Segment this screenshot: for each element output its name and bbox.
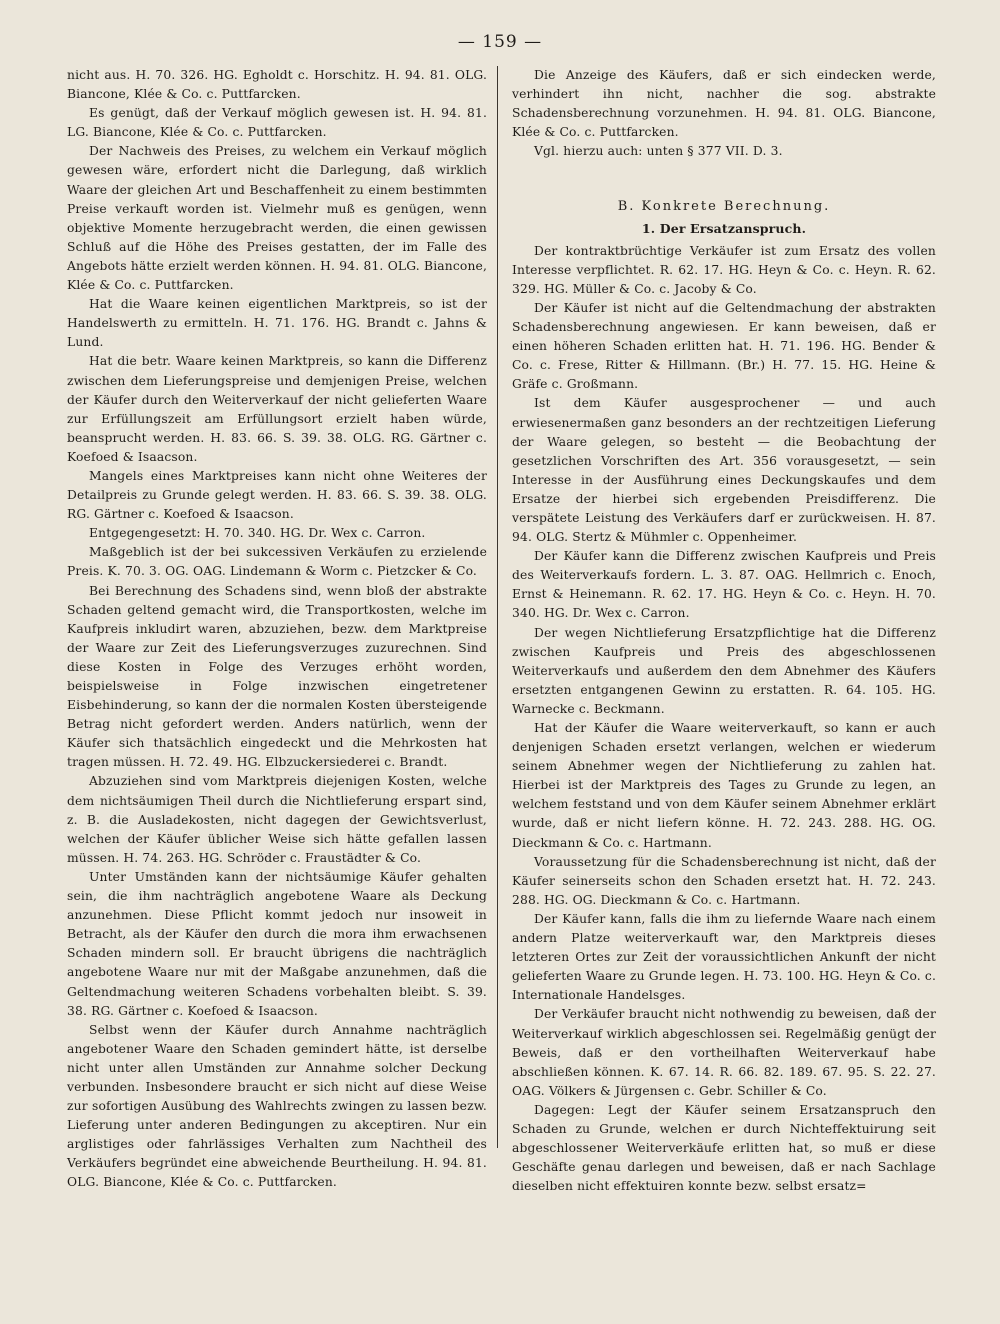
paragraph: Mangels eines Marktpreises kann nicht ohne Weiteres der Detailpreis zu Grunde gelegt werden. H. 83. 66. S. 39. 38. OLG. RG. Gärtner c. Koefoed & Isaacson. — [67, 468, 487, 522]
right-column — [512, 66, 936, 1196]
paragraph: Hat der Käufer die Waare weiterverkauft, so kann er auch denjenigen Schaden ersetzt verlangen, welchen er wiederum seinem Abnehmer wegen der Nichtlieferung zu zahlen hat. Hierbei ist der Marktpreis des Tages zu Grunde zu legen, an welchem feststand und von dem Käufer seinem Abnehmer erklärt wurde, daß er nicht liefern könne. H. 72. 243. 288. HG. OG. Dieckmann & Co. c. Hartmann. — [512, 721, 936, 850]
paragraph: Unter Umständen kann der nichtsäumige Käufer gehalten sein, die ihm nachträglich angebotene Waare als Deckung anzunehmen. Diese Pflicht kommt jedoch nur insoweit in Betracht, als der Käufer den durch die mora ihm erwachsenen Schaden mindern soll. Er braucht übrigens die nachträglich angebotene Waare nur mit der Maßgabe anzunehmen, daß die Geltendmachung weiteren Schadens vorbehalten bleibt. S. 39. 38. RG. Gärtner c. Koefoed & Isaacson. — [67, 869, 487, 1018]
page-number: — 159 — — [457, 32, 543, 52]
right-column-intro — [512, 66, 936, 161]
paragraph: Der kontraktbrüchtige Verkäufer ist zum Ersatz des vollen Interesse verpflichtet. R. 62. 17. HG. Heyn & Co. c. Heyn. R. 62. 329. HG. Müller & Co. c. Jacoby & Co. — [512, 243, 936, 296]
paragraph: Der Käufer kann die Differenz zwischen Kaufpreis und Preis des Weiterverkaufs fordern. L. 3. 87. OAG. Hellmrich c. Enoch, Ernst & Heinemann. R. 62. 17. HG. Heyn & Co. c. Heyn. H. 70. 340. HG. Dr. Wex c. Carron. — [512, 549, 936, 621]
paragraph: Der wegen Nichtlieferung Ersatzpflichtige hat die Differenz zwischen Kaufpreis und Preis des abgeschlossenen Weiterverkaufs und außerdem den dem Abnehmer des Käufers ersetzten entgangenen Gewinn zu erstatten. R. 64. 105. HG. Warnecke c. Beckmann. — [512, 625, 936, 716]
paragraph: Bei Berechnung des Schadens sind, wenn bloß der abstrakte Schaden geltend gemacht wird, die Transportkosten, welche im Kaufpreis inkludirt waren, abzuziehen, bezw. dem Marktpreise der Waare zur Zeit des Lieferungsverzuges zuzurechnen. Sind diese Kosten in Folge des Verzuges erhöht worden, beispielsweise in Folge inzwischen eingetretener Eisbehinderung, so kann der die normalen Kosten übersteigende Betrag nicht gefordert werden. Anders natürlich, wenn der Käufer sich thatsächlich eingedeckt und die Mehrkosten hat tragen müssen. H. 72. 49. HG. Elbzuckersiederei c. Brandt. — [67, 583, 487, 770]
paragraph: Der Käufer ist nicht auf die Geltendmachung der abstrakten Schadensberechnung angewiesen. Er kann beweisen, daß er einen höheren Schaden erlitten hat. H. 71. 196. HG. Bender & Co. c. Frese, Ritter & Hillmann. (Br.) H. 77. 15. HG. Heine & Gräfe c. Großmann. — [512, 300, 936, 392]
paragraph: Maßgeblich ist der bei sukcessiven Verkäufen zu erzielende Preis. K. 70. 3. OG. OAG. Lindemann & Worm c. Pietzcker & Co. — [67, 545, 487, 579]
paragraph: Die Anzeige des Käufers, daß er sich eindecken werde, verhindert ihn nicht, nachher die sog. abstrakte Schadensberechnung vorzunehmen. H. 94. 81. OLG. Biancone, Klée & Co. c. Puttfarcken. — [512, 68, 936, 140]
paragraph: Ist dem Käufer ausgesprochener — und auch erwiesenermaßen ganz besonders an der rechtzeitigen Lieferung der Waare gelegen, so besteht — die Beobachtung der gesetzlichen Vorschriften des Art. 356 vorausgesetzt, — sein Interesse in der Ausführung eines Deckungskaufes und dem Ersatze der hierbei sich ergebenden Preisdifferenz. Die verspätete Leistung des Verkäufers darf er zurückweisen. H. 87. 94. OLG. Stertz & Mühmler c. Oppenheimer. — [512, 396, 936, 545]
paragraph: Es genügt, daß der Verkauf möglich gewesen ist. H. 94. 81. LG. Biancone, Klée & Co. c. Puttfarcken. — [67, 106, 487, 140]
paragraph: Abzuziehen sind vom Marktpreis diejenigen Kosten, welche dem nichtsäumigen Theil durch die Nichtlieferung erspart sind, z. B. die Ausladekosten, nicht dagegen der Gewichtsverlust, welchen der Käufer üblicher Weise sich hätte gefallen lassen müssen. H. 74. 263. HG. Schröder c. Fraustädter & Co. — [67, 774, 487, 865]
paragraph: Entgegengesetzt: H. 70. 340. HG. Dr. Wex c. Carron. — [89, 526, 426, 541]
paragraph: Der Käufer kann, falls die ihm zu liefernde Waare nach einem andern Platze weiterverkauft war, den Marktpreis dieses letzteren Ortes zur Zeit der voraussichtlichen Ankunft der nicht gelieferten Waare zu Grunde legen. H. 73. 100. HG. Heyn & Co. c. Internationale Handelsges. — [512, 911, 937, 1003]
paragraph: Der Nachweis des Preises, zu welchem ein Verkauf möglich gewesen wäre, erfordert nicht die Darlegung, daß wirklich Waare der gleichen Art und Beschaffenheit zu einem bestimmten Preise verkauft worden ist. Vielmehr muß es genügen, wenn objektive Momente herzugebracht werden, die einen gewissen Schluß auf die Höhe des Preises gestatten, der im Falle des Angebots hätte erzielt werden können. H. 94. 81. OLG. Biancone, Klée & Co. c. Puttfarcken. — [67, 144, 487, 293]
paragraph: Dagegen: Legt der Käufer seinem Ersatzanspruch den Schaden zu Grunde, welchen er durch Nichteffektuirung seit abgeschlossener Weiterverkäufe erlitten hat, so muß er diese Geschäfte genau darlegen und beweisen, daß er nach Sachlage dieselben nicht effektuiren konnte bezw. selbst ersatz= — [512, 1102, 936, 1194]
paragraph: Voraussetzung für die Schadensberechnung ist nicht, daß der Käufer seinerseits schon den Schaden ersetzt hat. H. 72. 243. 288. HG. OG. Dieckmann & Co. c. Hartmann. — [512, 854, 936, 907]
paragraph: Hat die betr. Waare keinen Marktpreis, so kann die Differenz zwischen dem Lieferungspreise und demjenigen Preise, welchen der Käufer durch den Weiterverkauf der nicht gelieferten Waare zur Erfüllungszeit am Erfüllungsort erzielt haben würde, beansprucht werden. H. 83. 66. S. 39. 38. OLG. RG. Gärtner c. Koefoed & Isaacson. — [67, 354, 487, 464]
right-column-body — [512, 242, 936, 1197]
paragraph: Der Verkäufer braucht nicht nothwendig zu beweisen, daß der Weiterverkauf wirklich abgeschlossen sei. Regelmäßig genügt der Beweis, daß er den vortheilhaften Weiterverkauf habe abschließen können. K. 67. 14. R. 66. 82. 189. 67. 95. S. 22. 27. OAG. Völkers & Jürgensen c. Gebr. Schiller & Co. — [512, 1007, 936, 1098]
paragraph: Selbst wenn der Käufer durch Annahme nachträglich angebotener Waare den Schaden gemindert hätte, ist derselbe nicht unter allen Umständen zur Annahme solcher Deckung verbunden. Insbesondere braucht er sich nicht auf diese Weise zur sofortigen Ausübung des Wahlrechts zwingen zu lassen bezw. Lieferung unter anderen Bedingungen zu akceptiren. Nur ein arglistiges oder fahrlässiges Verhalten zum Nachtheil des Verkäufers begründet eine abweichende Beurtheilung. H. 94. 81. OLG. Biancone, Klée & Co. c. Puttfarcken. — [67, 1022, 487, 1190]
paragraph: Hat die Waare keinen eigentlichen Marktpreis, so ist der Handelswerth zu ermitteln. H. 71. 176. HG. Brandt c. Jahns & Lund. — [67, 297, 487, 350]
subsection-heading: 1. Der Ersatzanspruch. — [641, 220, 807, 236]
paragraph: nicht aus. H. 70. 326. HG. Egholdt c. Horschitz. H. 94. 81. OLG. Biancone, Klée & Co. c. Puttfarcken. — [67, 68, 487, 102]
column-divider — [497, 66, 498, 1148]
paragraph: Vgl. hierzu auch: unten § 377 VII. D. 3. — [534, 144, 783, 159]
left-column — [67, 66, 487, 1193]
section-heading: B. Konkrete Berechnung. — [617, 199, 831, 215]
